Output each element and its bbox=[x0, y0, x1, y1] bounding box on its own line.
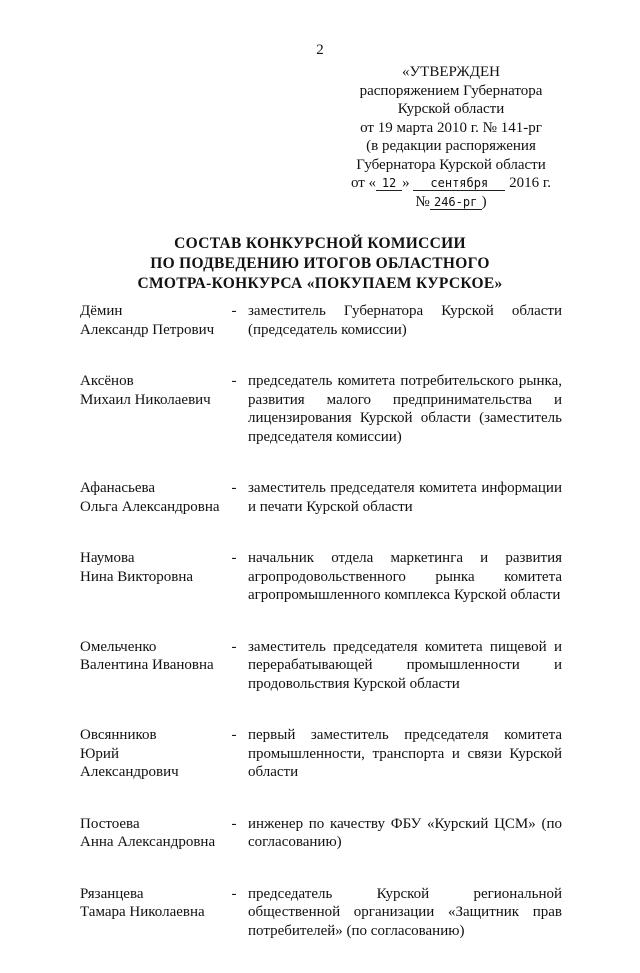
member-dash: - bbox=[231, 815, 237, 832]
member-role: первый заместитель председателя комитета промышленности, транспорта и связи Курской области bbox=[248, 727, 562, 780]
member-role: инженер по качеству ФБУ «Курский ЦСМ» (по согласованию) bbox=[248, 815, 562, 850]
date-day: 12 bbox=[376, 177, 402, 191]
member-dash: - bbox=[231, 638, 237, 655]
member-role: председатель Курской региональной общественной организации «Защитник прав потребителей» (по согласованию) bbox=[248, 885, 562, 939]
member-given-name: Тамара Николаевна bbox=[80, 904, 205, 920]
member-row bbox=[80, 885, 562, 941]
date-month: сентября bbox=[413, 177, 505, 191]
member-dash: - bbox=[231, 480, 237, 496]
member-row bbox=[80, 549, 562, 605]
document-title bbox=[60, 234, 580, 294]
member-surname: Овсянников bbox=[80, 727, 157, 743]
member-name bbox=[80, 726, 220, 782]
members-list bbox=[80, 302, 562, 973]
member-given-name: Валентина Ивановна bbox=[80, 657, 214, 673]
member-dash: - bbox=[231, 885, 237, 902]
number-suffix: ) bbox=[481, 193, 487, 210]
member-row bbox=[80, 815, 562, 852]
member-role: заместитель Губернатора Курской области (председатель комиссии) bbox=[248, 303, 562, 338]
approval-line: Губернатора Курской области bbox=[356, 156, 546, 173]
member-dash: - bbox=[231, 303, 237, 319]
member-role: председатель комитета потребительского рынка, развития малого предпринимательства и лицензирования Курской области (заместитель председателя комиссии) bbox=[248, 373, 562, 445]
member-surname: Дёмин bbox=[80, 303, 123, 319]
member-surname: Постоева bbox=[80, 815, 140, 832]
member-dash: - bbox=[231, 373, 237, 389]
member-surname: Рязанцева bbox=[80, 885, 144, 902]
member-name bbox=[80, 302, 220, 339]
member-surname: Омельченко bbox=[80, 638, 157, 655]
member-row bbox=[80, 479, 562, 516]
approval-block bbox=[340, 63, 562, 211]
member-dash: - bbox=[231, 727, 237, 743]
member-name bbox=[80, 885, 220, 941]
approval-line: от 19 марта 2010 г. № 141-рг bbox=[360, 119, 542, 136]
member-name bbox=[80, 549, 220, 605]
member-row bbox=[80, 638, 562, 694]
member-role: заместитель председателя комитета пищевой и перерабатывающей промышленности и продовольствия Курской области bbox=[248, 638, 562, 692]
member-name bbox=[80, 372, 220, 446]
member-dash: - bbox=[231, 550, 237, 566]
member-name bbox=[80, 479, 220, 516]
member-role: начальник отдела маркетинга и развития агропродовольственного рынка комитета агропромышленного комплекса Курской области bbox=[248, 550, 562, 603]
title-line: СОСТАВ КОНКУРСНОЙ КОМИССИИ bbox=[174, 235, 466, 252]
member-given-name: Александр Петрович bbox=[80, 321, 215, 338]
amendment-number: 246-рг bbox=[430, 196, 482, 210]
member-given-name: Анна Александровна bbox=[80, 834, 216, 850]
member-row bbox=[80, 372, 562, 446]
page-number: 2 bbox=[316, 42, 324, 58]
member-surname: Афанасьева bbox=[80, 480, 156, 496]
number-prefix: № bbox=[415, 193, 430, 210]
date-year: 2016 г. bbox=[509, 175, 552, 191]
member-row bbox=[80, 302, 562, 339]
member-given-name: Юрий Александрович bbox=[80, 745, 179, 780]
member-name bbox=[80, 638, 220, 694]
approval-heading: «УТВЕРЖДЕН bbox=[402, 64, 500, 80]
approval-line: распоряжением Губернатора bbox=[359, 82, 543, 99]
member-given-name: Михаил Николаевич bbox=[80, 391, 211, 408]
member-role: заместитель председателя комитета информации и печати Курской области bbox=[248, 480, 562, 515]
member-given-name: Ольга Александровна bbox=[80, 498, 220, 515]
approval-line: (в редакции распоряжения bbox=[366, 138, 536, 154]
member-surname: Аксёнов bbox=[80, 373, 134, 389]
approval-line: Курской области bbox=[397, 101, 505, 117]
date-mid: » bbox=[402, 175, 410, 191]
amendment-date-line bbox=[340, 174, 562, 193]
member-name bbox=[80, 815, 220, 852]
member-surname: Наумова bbox=[80, 550, 135, 566]
title-line: СМОТРА-КОНКУРСА «ПОКУПАЕМ КУРСКОЕ» bbox=[137, 275, 503, 292]
member-given-name: Нина Викторовна bbox=[80, 568, 194, 585]
amendment-number-line bbox=[340, 193, 562, 212]
member-row bbox=[80, 726, 562, 782]
title-line: ПО ПОДВЕДЕНИЮ ИТОГОВ ОБЛАСТНОГО bbox=[150, 255, 490, 272]
date-prefix: от « bbox=[350, 175, 377, 191]
